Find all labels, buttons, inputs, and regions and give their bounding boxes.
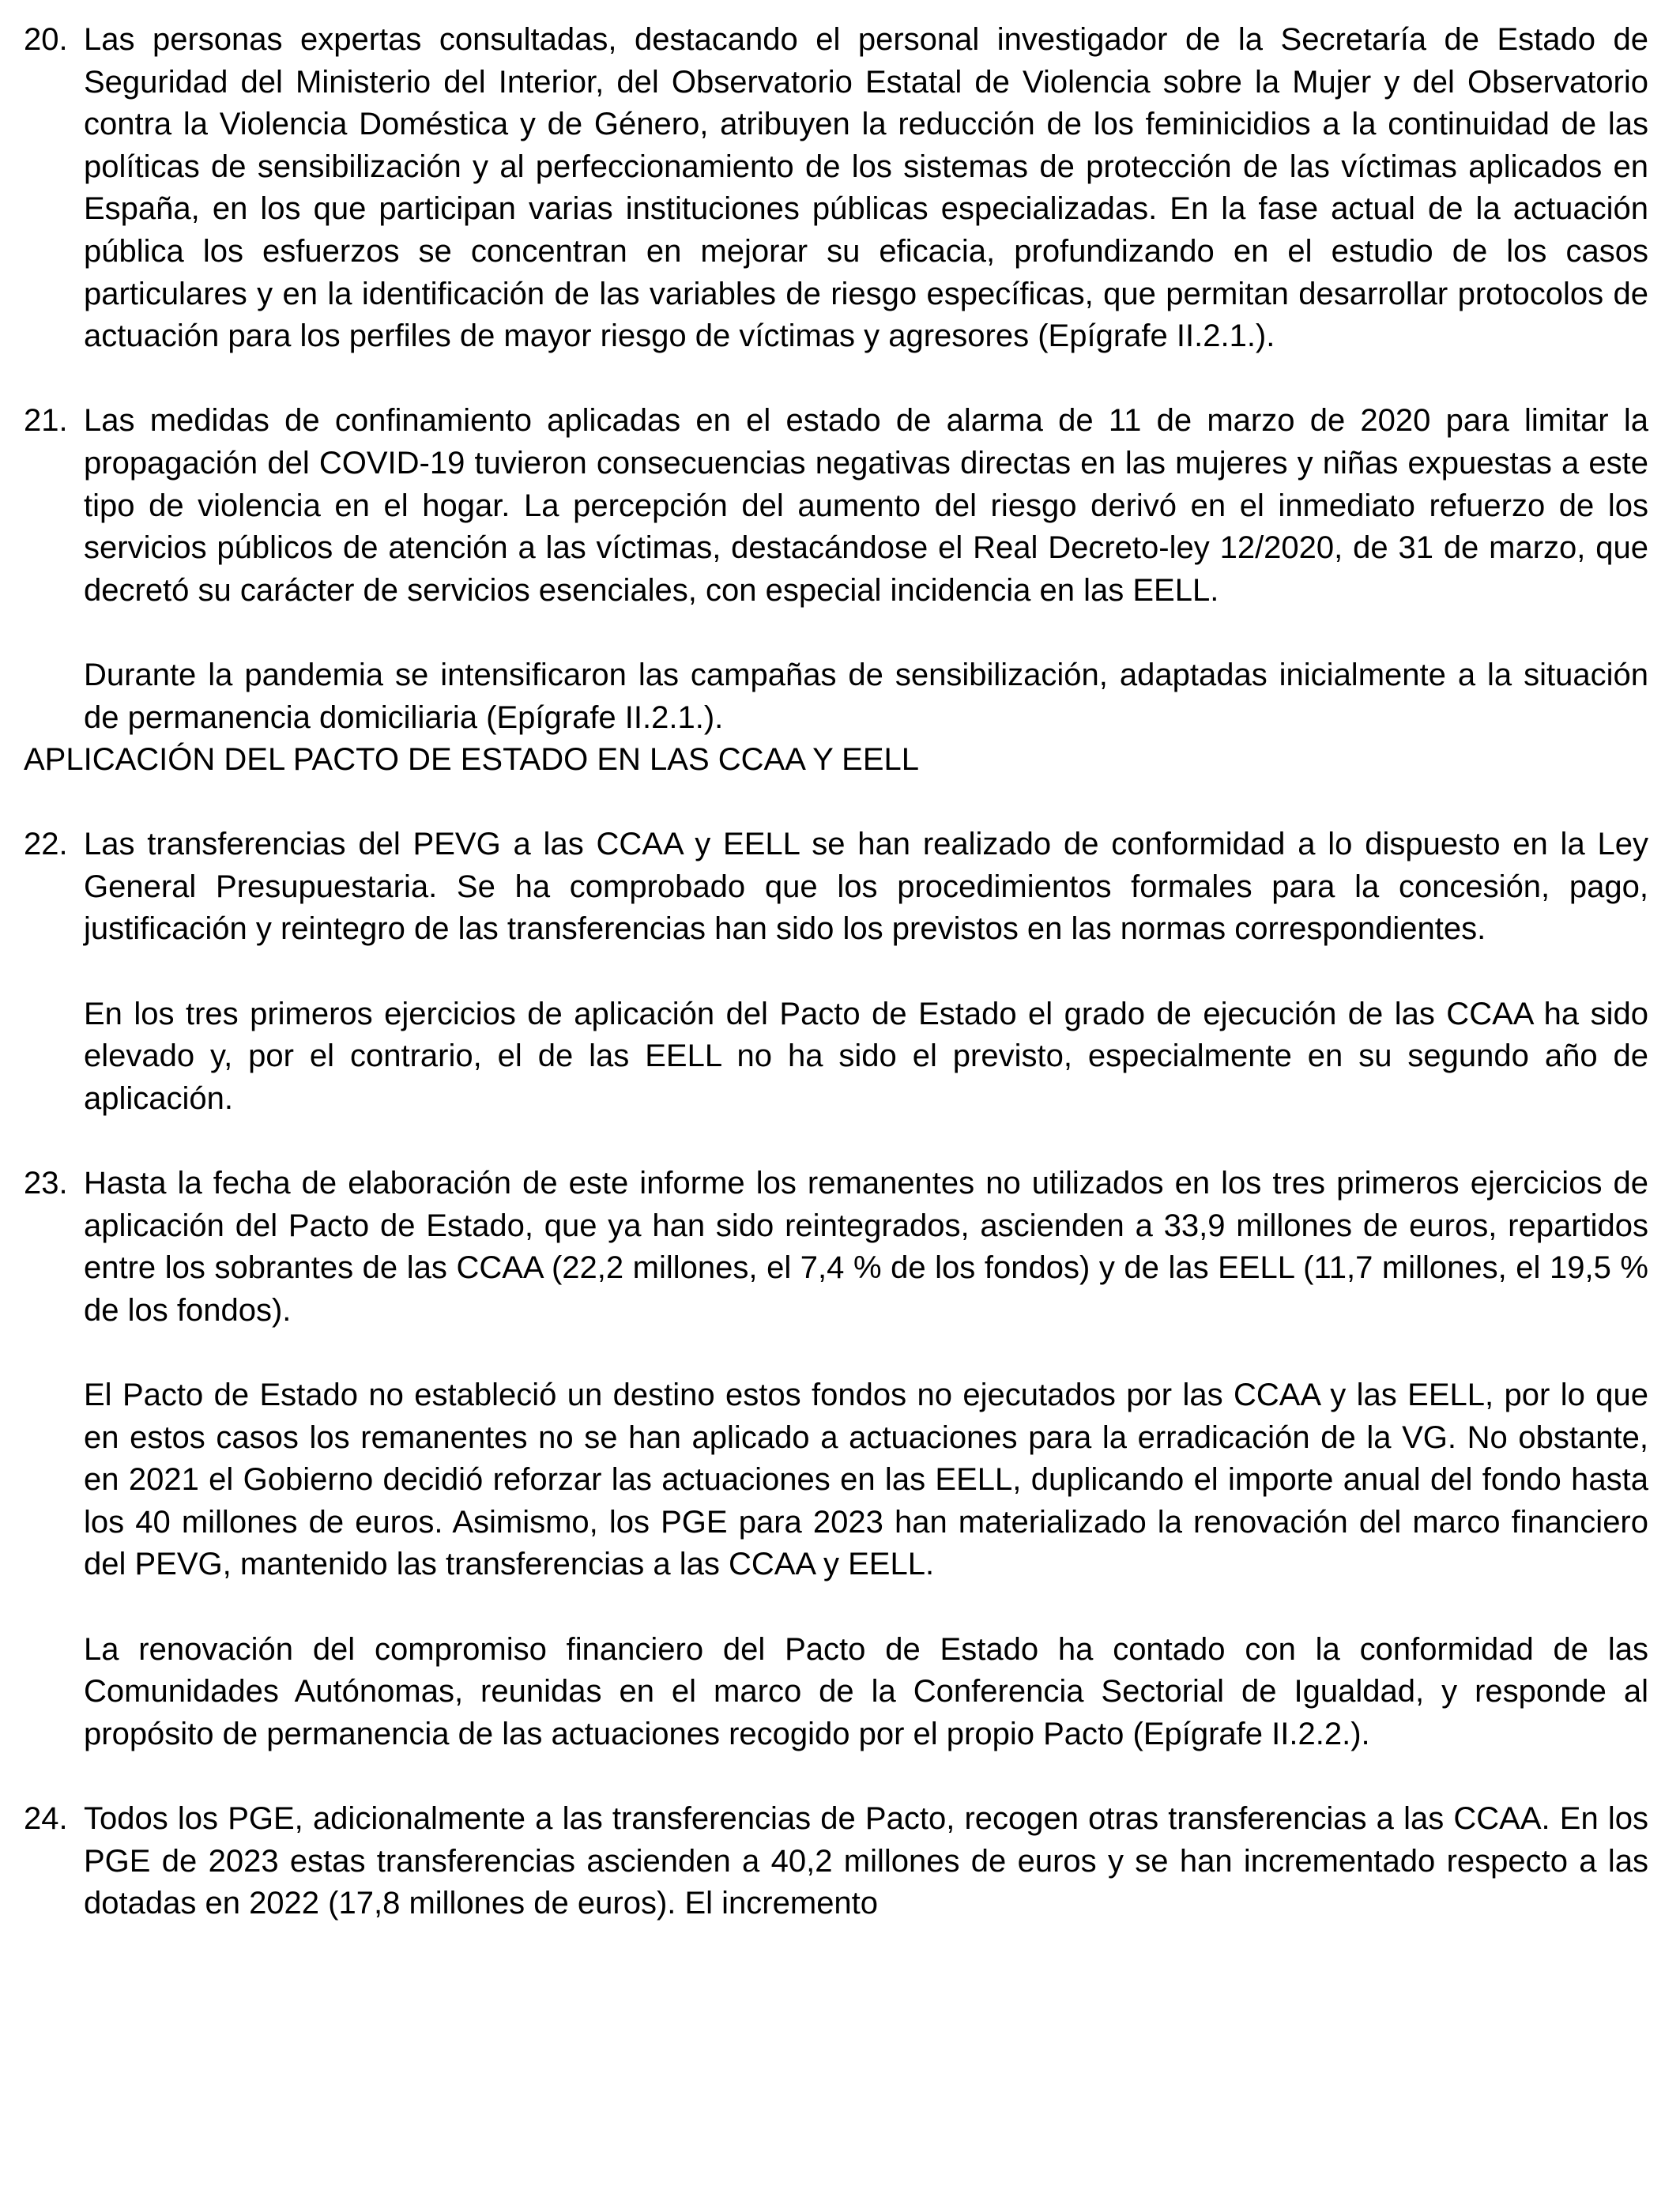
paragraph: La renovación del compromiso financiero del Pacto de Estado ha contado con la conformidad de las Comunidades Autónomas, reunidas en el marco de la Conferencia Sectorial de Igualdad, y responde al propósito de permanencia de las actuaciones recogido por el propio Pacto (Epígrafe II.2.2.). bbox=[84, 1631, 1648, 1751]
paragraph: Durante la pandemia se intensificaron las campañas de sensibilización, adaptadas inicialmente a la situación de permanencia domiciliaria (Epígrafe II.2.1.). bbox=[84, 657, 1648, 735]
item-body bbox=[84, 824, 1648, 1120]
item-number: 21. bbox=[24, 403, 68, 439]
numbered-item-24 bbox=[24, 1798, 1648, 1925]
document-page bbox=[24, 19, 1648, 1925]
paragraph: El Pacto de Estado no estableció un destino estos fondos no ejecutados por las CCAA y las EELL, por lo que en estos casos los remanentes no se han aplicado a actuaciones para la erradicación de la VG. No obstante, en 2021 el Gobierno decidió reforzar las actuaciones en las EELL, duplicando el importe anual del fondo hasta los 40 millones de euros. Asimismo, los PGE para 2023 han materializado la renovación del marco financiero del PEVG, mantenido las transferencias a las CCAA y EELL. bbox=[84, 1378, 1648, 1582]
paragraph: Las medidas de confinamiento aplicadas en el estado de alarma de 11 de marzo de 2020 para limitar la propagación del COVID-19 tuvieron consecuencias negativas directas en las mujeres y niñas expuestas a este tipo de violencia en el hogar. La percepción del aumento del riesgo derivó en el inmediato refuerzo de los servicios públicos de atención a las víctimas, destacándose el Real Decreto-ley 12/2020, de 31 de marzo, que decretó su carácter de servicios esenciales, con especial incidencia en las EELL. bbox=[84, 403, 1648, 608]
numbered-item-20 bbox=[24, 19, 1648, 358]
paragraph: Hasta la fecha de elaboración de este informe los remanentes no utilizados en los tres primeros ejercicios de aplicación del Pacto de Estado, que ya han sido reintegrados, ascienden a 33,9 millones de euros, repartidos entre los sobrantes de las CCAA (22,2 millones, el 7,4 % de los fondos) y de las EELL (11,7 millones, el 19,5 % de los fondos). bbox=[84, 1166, 1648, 1328]
item-body bbox=[84, 400, 1648, 739]
item-number: 23. bbox=[24, 1166, 68, 1201]
paragraph: Las personas expertas consultadas, destacando el personal investigador de la Secretaría de Estado de Seguridad del Ministerio del Interior, del Observatorio Estatal de Violencia sobre la Mujer y del Observatorio contra la Violencia Doméstica y de Género, atribuyen la reducción de los feminicidios a la continuidad de las políticas de sensibilización y al perfeccionamiento de los sistemas de protección de las víctimas aplicados en España, en los que participan varias instituciones públicas especializadas. En la fase actual de la actuación pública los esfuerzos se concentran en mejorar su eficacia, profundizando en el estudio de los casos particulares y en la identificación de las variables de riesgo específicas, que permitan desarrollar protocolos de actuación para los perfiles de mayor riesgo de víctimas y agresores (Epígrafe II.2.1.). bbox=[84, 22, 1648, 354]
paragraph: Todos los PGE, adicionalmente a las transferencias de Pacto, recogen otras transferencias a las CCAA. En los PGE de 2023 estas transferencias ascienden a 40,2 millones de euros y se han incrementado respecto a las dotadas en 2022 (17,8 millones de euros). El incremento bbox=[84, 1800, 1648, 1921]
item-number: 24. bbox=[24, 1800, 68, 1836]
numbered-item-22 bbox=[24, 824, 1648, 1120]
numbered-item-21 bbox=[24, 400, 1648, 739]
section-heading: APLICACIÓN DEL PACTO DE ESTADO EN LAS CCAA Y EELL bbox=[24, 742, 919, 778]
item-number: 20. bbox=[24, 22, 68, 57]
numbered-item-23 bbox=[24, 1163, 1648, 1755]
item-number: 22. bbox=[24, 827, 68, 862]
paragraph: Las transferencias del PEVG a las CCAA y EELL se han realizado de conformidad a lo dispuesto en la Ley General Presupuestaria. Se ha comprobado que los procedimientos formales para la concesión, pago, justificación y reintegro de las transferencias han sido los previstos en las normas correspondientes. bbox=[84, 827, 1648, 947]
paragraph: En los tres primeros ejercicios de aplicación del Pacto de Estado el grado de ejecución de las CCAA ha sido elevado y, por el contrario, el de las EELL no ha sido el previsto, especialmente en su segundo año de aplicación. bbox=[84, 996, 1648, 1116]
item-body bbox=[84, 1798, 1648, 1925]
item-body bbox=[84, 1163, 1648, 1755]
item-body bbox=[84, 19, 1648, 358]
